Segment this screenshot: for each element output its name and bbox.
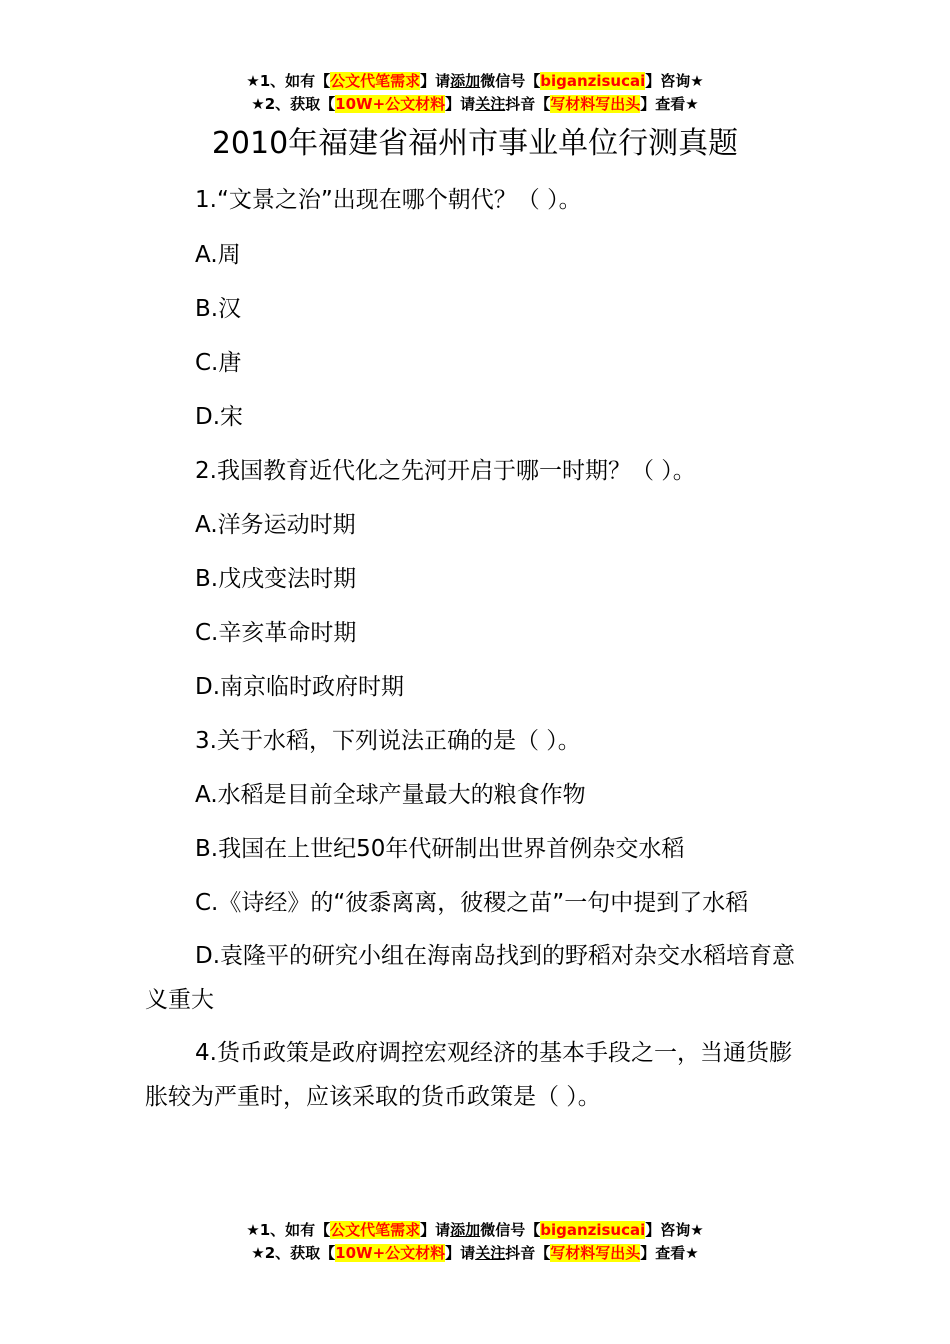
star-icon: ★ <box>690 72 704 90</box>
underline-follow: 关注 <box>475 1244 506 1262</box>
question-stem: 4.货币政策是政府调控宏观经济的基本手段之一，当通货膨胀较为严重时，应该采取的货币政策是（ ）。 <box>145 1040 792 1110</box>
question-option: A.洋务运动时期 <box>195 512 356 538</box>
question-option: A.周 <box>195 242 241 268</box>
banner-line-2 <box>0 93 950 116</box>
banner-text: 微信号【 <box>480 72 541 90</box>
banner-text: 2、获取【 <box>264 95 336 113</box>
star-icon: ★ <box>690 1221 704 1239</box>
question-option: C.唐 <box>195 350 242 376</box>
question-option: D.袁隆平的研究小组在海南岛找到的野稻对杂交水稻培育意义重大 <box>145 943 796 1013</box>
banner-text: 1、如有【 <box>259 72 331 90</box>
highlight-service: 公文代笔需求 <box>330 1221 421 1239</box>
highlight-service: 公文代笔需求 <box>330 72 421 90</box>
footer-banner <box>0 1219 950 1265</box>
highlight-materials: 10W+公文材料 <box>335 95 446 113</box>
banner-text: 抖音【 <box>505 95 551 113</box>
banner-text: 2、获取【 <box>264 1244 336 1262</box>
question-option: B.我国在上世纪50年代研制出世界首例杂交水稻 <box>195 836 685 862</box>
question-option: D.宋 <box>195 404 244 430</box>
star-icon: ★ <box>251 1244 265 1262</box>
question-option: C.辛亥革命时期 <box>195 620 357 646</box>
question-stem: 2.我国教育近代化之先河开启于哪一时期？（ ）。 <box>195 458 696 484</box>
banner-text: 】咨询 <box>645 1221 691 1239</box>
banner-line-1 <box>0 1219 950 1242</box>
banner-text: 】请 <box>420 1221 451 1239</box>
highlight-wechat-id: biganzisucai <box>540 72 646 90</box>
banner-text: 微信号【 <box>480 1221 541 1239</box>
highlight-materials: 10W+公文材料 <box>335 1244 446 1262</box>
page-title: 2010年福建省福州市事业单位行测真题 <box>211 126 739 161</box>
banner-line-2 <box>0 1242 950 1265</box>
question-option: D.南京临时政府时期 <box>195 674 405 700</box>
banner-text: 】请 <box>445 95 476 113</box>
banner-text: 抖音【 <box>505 1244 551 1262</box>
banner-text: 】请 <box>445 1244 476 1262</box>
star-icon: ★ <box>246 1221 260 1239</box>
question-option: C.《诗经》的“彼黍离离，彼稷之苗”一句中提到了水稻 <box>195 890 749 916</box>
question-option: B.戊戌变法时期 <box>195 566 357 592</box>
star-icon: ★ <box>685 1244 699 1262</box>
question-stem: 3.关于水稻，下列说法正确的是（ ）。 <box>195 728 581 754</box>
underline-add: 添加 <box>450 72 481 90</box>
star-icon: ★ <box>685 95 699 113</box>
star-icon: ★ <box>251 95 265 113</box>
highlight-wechat-id: biganzisucai <box>540 1221 646 1239</box>
banner-text: 】查看 <box>640 95 686 113</box>
document-body <box>145 178 810 1119</box>
question-stem: 1.“文景之治”出现在哪个朝代？（ ）。 <box>195 187 582 213</box>
underline-add: 添加 <box>450 1221 481 1239</box>
banner-line-1 <box>0 70 950 93</box>
star-icon: ★ <box>246 72 260 90</box>
underline-follow: 关注 <box>475 95 506 113</box>
highlight-douyin-id: 写材料写出头 <box>550 95 641 113</box>
question-option: B.汉 <box>195 296 242 322</box>
header-banner <box>0 70 950 116</box>
highlight-douyin-id: 写材料写出头 <box>550 1244 641 1262</box>
banner-text: 】请 <box>420 72 451 90</box>
banner-text: 】咨询 <box>645 72 691 90</box>
banner-text: 1、如有【 <box>259 1221 331 1239</box>
question-option: A.水稻是目前全球产量最大的粮食作物 <box>195 782 586 808</box>
banner-text: 】查看 <box>640 1244 686 1262</box>
